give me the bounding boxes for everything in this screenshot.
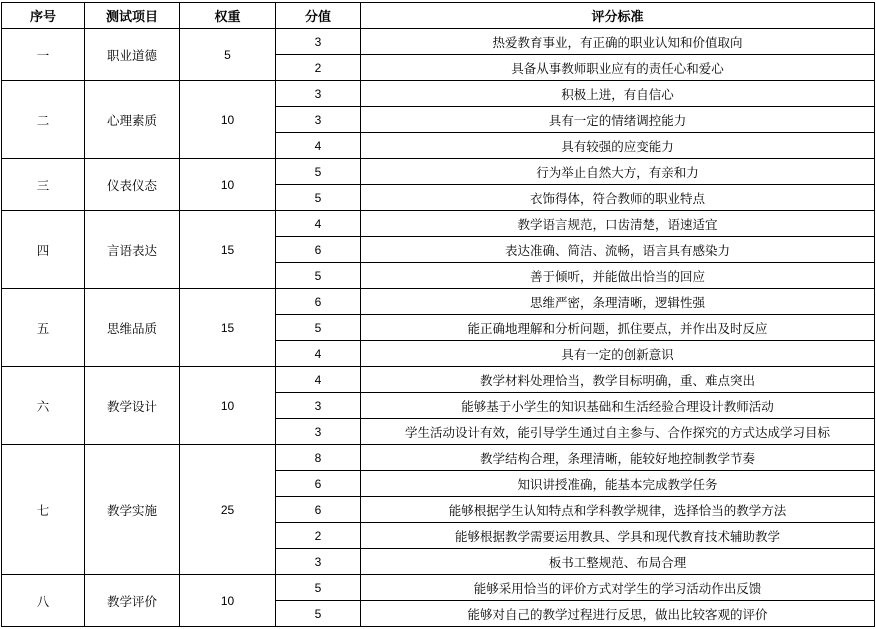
group-index-cell: 三	[2, 159, 85, 211]
criterion-cell: 具有一定的创新意识	[361, 341, 875, 367]
group-item-cell: 教学实施	[85, 445, 180, 575]
score-cell: 2	[276, 55, 361, 81]
group-weight-cell: 25	[180, 445, 276, 575]
criterion-cell: 能够根据学生认知特点和学科教学规律，选择恰当的教学方法	[361, 497, 875, 523]
group-weight-cell: 10	[180, 575, 276, 627]
criterion-cell: 能够基于小学生的知识基础和生活经验合理设计教师活动	[361, 393, 875, 419]
score-cell: 5	[276, 185, 361, 211]
criterion-cell: 能够对自己的教学过程进行反思，做出比较客观的评价	[361, 601, 875, 627]
criterion-cell: 教学语言规范，口齿清楚，语速适宜	[361, 211, 875, 237]
criterion-cell: 板书工整规范、布局合理	[361, 549, 875, 575]
criterion-cell: 知识讲授准确，能基本完成教学任务	[361, 471, 875, 497]
group-weight-cell: 10	[180, 159, 276, 211]
group-item-cell: 仪表仪态	[85, 159, 180, 211]
group-index-cell: 八	[2, 575, 85, 627]
table-row	[2, 575, 875, 601]
group-item-cell: 心理素质	[85, 81, 180, 159]
header-index: 序号	[2, 3, 85, 29]
group-item-cell: 教学设计	[85, 367, 180, 445]
score-cell: 3	[276, 29, 361, 55]
score-cell: 6	[276, 471, 361, 497]
criterion-cell: 行为举止自然大方，有亲和力	[361, 159, 875, 185]
score-cell: 3	[276, 549, 361, 575]
criterion-cell: 衣饰得体，符合教师的职业特点	[361, 185, 875, 211]
scoring-table	[1, 2, 875, 627]
score-cell: 3	[276, 419, 361, 445]
score-cell: 8	[276, 445, 361, 471]
group-weight-cell: 10	[180, 367, 276, 445]
criterion-cell: 教学材料处理恰当，教学目标明确，重、难点突出	[361, 367, 875, 393]
table-row	[2, 367, 875, 393]
group-index-cell: 五	[2, 289, 85, 367]
table-row	[2, 445, 875, 471]
criterion-cell: 热爱教育事业，有正确的职业认知和价值取向	[361, 29, 875, 55]
header-item: 测试项目	[85, 3, 180, 29]
criterion-cell: 教学结构合理，条理清晰，能较好地控制教学节奏	[361, 445, 875, 471]
score-cell: 6	[276, 289, 361, 315]
criterion-cell: 具有一定的情绪调控能力	[361, 107, 875, 133]
header-row	[2, 3, 875, 29]
group-item-cell: 思维品质	[85, 289, 180, 367]
score-cell: 4	[276, 367, 361, 393]
group-index-cell: 一	[2, 29, 85, 81]
criterion-cell: 积极上进，有自信心	[361, 81, 875, 107]
criterion-cell: 善于倾听，并能做出恰当的回应	[361, 263, 875, 289]
group-index-cell: 二	[2, 81, 85, 159]
group-weight-cell: 10	[180, 81, 276, 159]
group-weight-cell: 5	[180, 29, 276, 81]
group-item-cell: 教学评价	[85, 575, 180, 627]
header-criterion: 评分标准	[361, 3, 875, 29]
score-cell: 5	[276, 263, 361, 289]
criterion-cell: 具有较强的应变能力	[361, 133, 875, 159]
table-body	[2, 29, 875, 627]
group-index-cell: 六	[2, 367, 85, 445]
group-weight-cell: 15	[180, 289, 276, 367]
header-weight: 权重	[180, 3, 276, 29]
table-row	[2, 289, 875, 315]
score-cell: 4	[276, 211, 361, 237]
score-cell: 3	[276, 107, 361, 133]
group-index-cell: 四	[2, 211, 85, 289]
table-row	[2, 81, 875, 107]
score-cell: 6	[276, 497, 361, 523]
score-cell: 4	[276, 133, 361, 159]
criterion-cell: 具备从事教师职业应有的责任心和爱心	[361, 55, 875, 81]
criterion-cell: 学生活动设计有效，能引导学生通过自主参与、合作探究的方式达成学习目标	[361, 419, 875, 445]
table-row	[2, 159, 875, 185]
group-weight-cell: 15	[180, 211, 276, 289]
score-cell: 5	[276, 575, 361, 601]
score-cell: 3	[276, 393, 361, 419]
score-cell: 3	[276, 81, 361, 107]
score-cell: 6	[276, 237, 361, 263]
score-cell: 4	[276, 341, 361, 367]
score-cell: 5	[276, 159, 361, 185]
group-item-cell: 职业道德	[85, 29, 180, 81]
table-row	[2, 29, 875, 55]
criterion-cell: 思维严密，条理清晰，逻辑性强	[361, 289, 875, 315]
score-cell: 2	[276, 523, 361, 549]
criterion-cell: 能够采用恰当的评价方式对学生的学习活动作出反馈	[361, 575, 875, 601]
table-row	[2, 211, 875, 237]
header-score: 分值	[276, 3, 361, 29]
group-item-cell: 言语表达	[85, 211, 180, 289]
group-index-cell: 七	[2, 445, 85, 575]
criterion-cell: 能够根据教学需要运用教具、学具和现代教育技术辅助教学	[361, 523, 875, 549]
criterion-cell: 能正确地理解和分析问题，抓住要点，并作出及时反应	[361, 315, 875, 341]
score-cell: 5	[276, 315, 361, 341]
score-cell: 5	[276, 601, 361, 627]
criterion-cell: 表达准确、简洁、流畅，语言具有感染力	[361, 237, 875, 263]
